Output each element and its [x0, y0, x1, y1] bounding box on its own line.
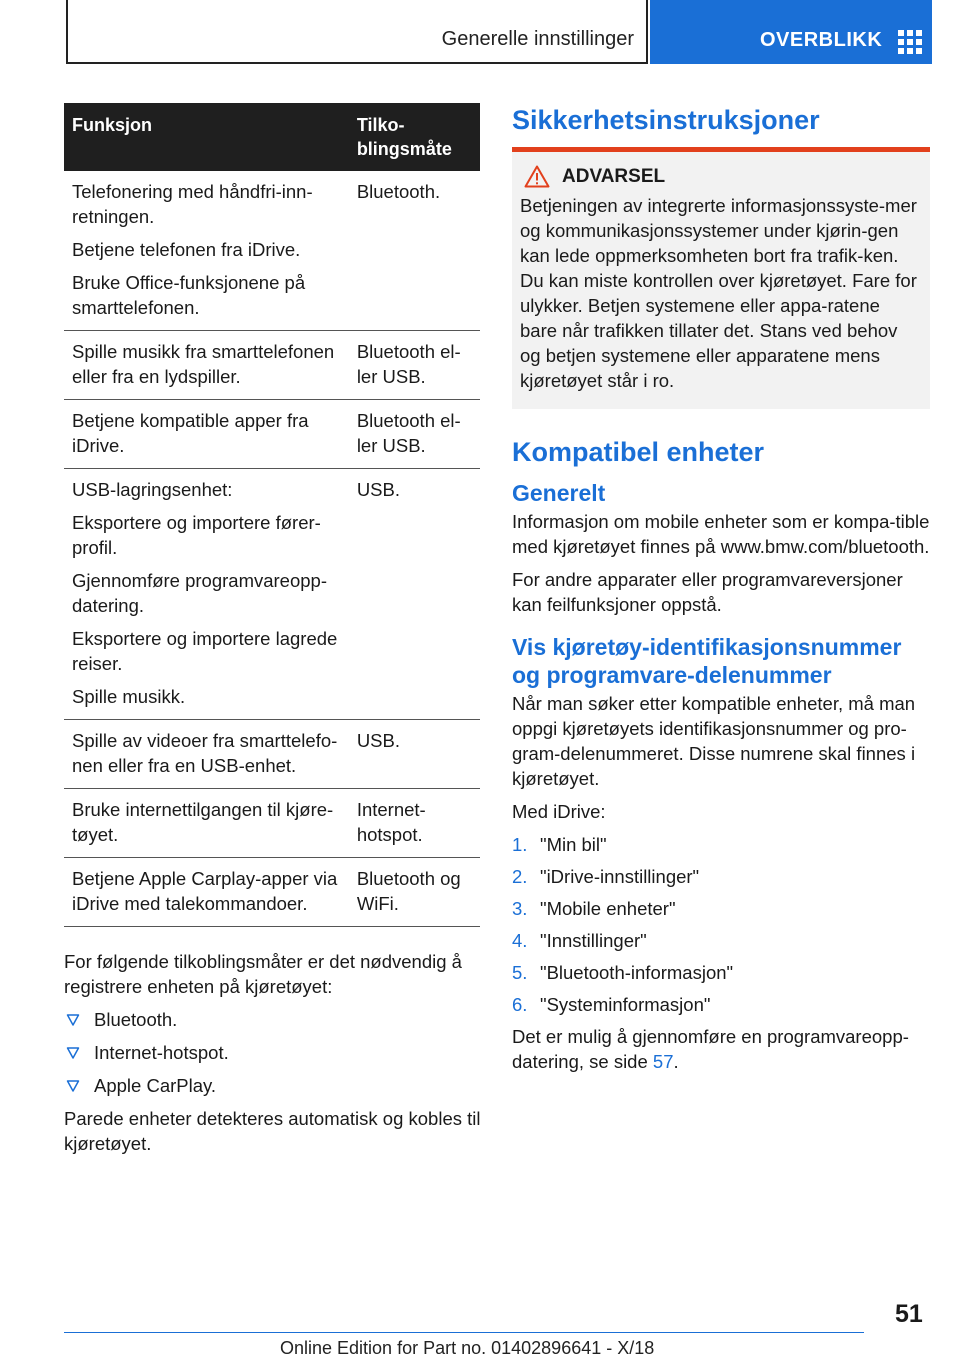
connection-cell: USB.: [349, 469, 480, 720]
function-text: Bruke internettilgangen til kjøre-tøyet.: [72, 799, 334, 845]
table-row: [64, 400, 480, 469]
connection-cell: Bluetooth og WiFi.: [349, 858, 480, 927]
step-label: "Innstillinger": [540, 930, 647, 951]
function-text: Spille musikk.: [72, 686, 186, 707]
warning-label: ADVARSEL: [562, 166, 666, 187]
warning-box: [512, 152, 930, 409]
connection-table: [64, 103, 480, 927]
step-number: 2.: [512, 866, 528, 887]
warning-heading: [520, 164, 922, 189]
section-tab[interactable]: [66, 0, 648, 64]
list-item-label: Internet-hotspot.: [94, 1042, 229, 1063]
step-item: [512, 864, 930, 889]
function-text: Betjene Apple Carplay-apper via iDrive med talekommandoer.: [72, 868, 338, 914]
safety-title: Sikkerhetsinstruksjoner: [512, 105, 820, 135]
table-row: [64, 469, 480, 720]
function-cell: [64, 469, 349, 720]
function-text: USB-lagringsenhet:: [72, 479, 233, 500]
list-item: [64, 1073, 482, 1098]
connection-cell: Bluetooth el-ler USB.: [349, 331, 480, 400]
function-text: Gjennomføre programvareopp-datering.: [72, 570, 327, 616]
connection-cell: Bluetooth el-ler USB.: [349, 400, 480, 469]
vin-paragraph-2: Med iDrive:: [512, 801, 606, 822]
function-text: Bruke Office-funksjonene på smarttelefonen.: [72, 272, 306, 318]
step-number: 3.: [512, 898, 528, 919]
triangle-bullet-icon: [66, 1013, 80, 1027]
function-cell: [64, 789, 349, 858]
step-label: "Systeminformasjon": [540, 994, 711, 1015]
list-item-label: Bluetooth.: [94, 1009, 178, 1030]
connection-list: [64, 1007, 482, 1098]
connection-cell: Bluetooth.: [349, 171, 480, 331]
list-item-label: Apple CarPlay.: [94, 1075, 217, 1096]
right-column: [512, 103, 930, 1082]
section-title: Generelle innstillinger: [441, 28, 634, 50]
step-number: 6.: [512, 994, 528, 1015]
table-header-row: [64, 103, 480, 171]
step-number: 4.: [512, 930, 528, 951]
page-number: 51: [895, 1300, 923, 1328]
general-title: Generelt: [512, 480, 606, 506]
step-label: "Mobile enheter": [540, 898, 676, 919]
step-item: [512, 832, 930, 857]
step-number: 5.: [512, 962, 528, 983]
update-paragraph: [512, 1024, 930, 1074]
vin-body: [512, 691, 930, 1074]
step-label: "iDrive-innstillinger": [540, 866, 700, 887]
connection-cell: USB.: [349, 720, 480, 789]
step-number: 1.: [512, 834, 528, 855]
step-item: [512, 992, 930, 1017]
page-link[interactable]: 57: [652, 1051, 674, 1072]
vin-title: Vis kjøretøy-identifikasjonsnummer og programvare-delenummer: [512, 634, 902, 688]
function-cell: [64, 720, 349, 789]
table-row: [64, 720, 480, 789]
compatible-title: Kompatibel enheter: [512, 437, 765, 467]
function-text: Telefonering med håndfri-inn-retningen.: [72, 181, 313, 227]
function-cell: [64, 171, 349, 331]
grid-icon: [898, 30, 922, 54]
list-item: [64, 1040, 482, 1065]
function-text: Spille av videoer fra smarttelefo-nen eller fra en USB-enhet.: [72, 730, 338, 776]
top-header: [0, 0, 960, 66]
list-item: [64, 1007, 482, 1032]
step-label: "Bluetooth-informasjon": [540, 962, 734, 983]
warning-triangle-icon: [524, 165, 550, 188]
step-item: [512, 960, 930, 985]
function-cell: [64, 331, 349, 400]
vin-paragraph-1: Når man søker etter kompatible enheter, må man oppgi kjøretøyets identifikasjonsnummer og pro-gram-delenummeret. Disse numrene skal finnes i kjøretøyet.: [512, 693, 916, 789]
warning-text: Betjeningen av integrerte informasjonssyste-mer og kommunikasjonssystemer under kjørin-gen kan lede oppmerksomheten bort fra trafik-ken. Du kan miste kontrollen over kjøretøyet. Fare for ulykker. Betjen systemene eller appa-ratene bare når trafikken tillater det. Stans ved behov og betjen systemene eller apparatene mens kjøretøyet står i ro.: [520, 195, 917, 391]
function-cell: [64, 400, 349, 469]
general-paragraph-1: Informasjon om mobile enheter som er kompa-tible med kjøretøyet finnes på www.bmw.com/bluetooth.: [512, 511, 930, 557]
table-row: [64, 789, 480, 858]
general-body: [512, 509, 930, 617]
table-row: [64, 171, 480, 331]
function-text: Spille musikk fra smarttelefonen eller fra en lydspiller.: [72, 341, 335, 387]
triangle-bullet-icon: [66, 1046, 80, 1060]
table-row: [64, 858, 480, 927]
update-text: Det er mulig å gjennomføre en programvareopp-datering, se side: [512, 1026, 909, 1072]
registration-info: [64, 949, 482, 1156]
update-end: .: [673, 1051, 679, 1072]
triangle-bullet-icon: [66, 1079, 80, 1093]
header-connection: Tilko- blingsmåte: [349, 103, 480, 171]
overview-label: OVERBLIKK: [760, 29, 883, 51]
step-item: [512, 896, 930, 921]
footer-rule: [64, 1332, 864, 1333]
connection-cell: Internet-hotspot.: [349, 789, 480, 858]
edition-footer: Online Edition for Part no. 01402896641 - X/18: [280, 1338, 655, 1358]
step-label: "Min bil": [540, 834, 607, 855]
function-cell: [64, 858, 349, 927]
function-text: Eksportere og importere lagrede reiser.: [72, 628, 338, 674]
function-text: Betjene telefonen fra iDrive.: [72, 239, 301, 260]
steps-list: [512, 832, 930, 1017]
table-body: [64, 171, 480, 927]
general-paragraph-2: For andre apparater eller programvareversjoner kan feilfunksjoner oppstå.: [512, 569, 903, 615]
table-row: [64, 331, 480, 400]
registration-intro: For følgende tilkoblingsmåter er det nødvendig å registrere enheten på kjøretøyet:: [64, 951, 462, 997]
left-column: [64, 103, 482, 1164]
function-text: Betjene kompatible apper fra iDrive.: [72, 410, 309, 456]
header-function: Funksjon: [64, 103, 349, 171]
step-item: [512, 928, 930, 953]
function-text: Eksportere og importere fører-profil.: [72, 512, 321, 558]
overview-tab[interactable]: [650, 0, 932, 64]
registration-outro: Parede enheter detekteres automatisk og kobles til kjøretøyet.: [64, 1108, 481, 1154]
